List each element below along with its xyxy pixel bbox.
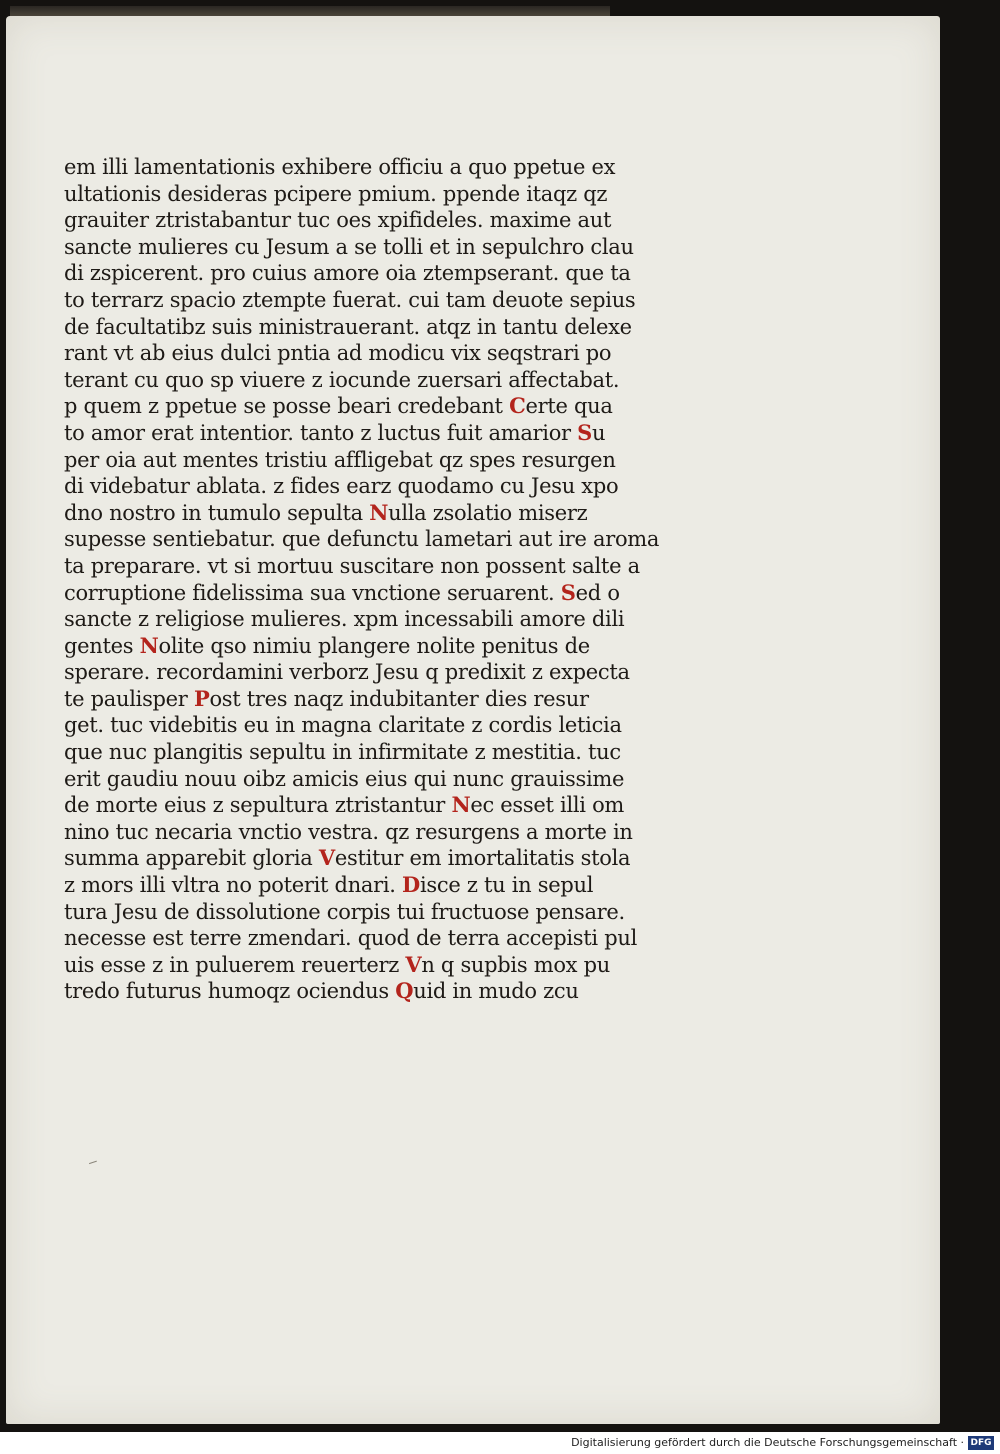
text-line (64, 500, 704, 527)
text-line (64, 925, 704, 952)
rubricated-initial: Q (395, 978, 414, 1004)
text-line (64, 633, 704, 660)
text-segment: terant cu quo sp viuere z iocunde zuersari affectabat. (64, 367, 620, 392)
text-segment: nino tuc necaria vnctio vestra. qz resurgens a morte in (64, 819, 633, 844)
text-line (64, 234, 704, 261)
text-segment: ultationis desideras pcipere pmium. ppende itaqz qz (64, 181, 608, 206)
text-segment: rant vt ab eius dulci pntia ad modicu vix seqstrari po (64, 341, 612, 366)
text-segment: uid in mudo zcu (413, 979, 579, 1004)
rubricated-initial: V (318, 845, 335, 871)
text-line (64, 473, 704, 500)
text-segment: p quem z ppetue se posse beari credebant (64, 394, 510, 419)
text-line (64, 659, 704, 686)
text-line (64, 260, 704, 287)
text-segment: tura Jesu de dissolutione corpis tui fructuose pensare. (64, 899, 625, 924)
rubricated-initial: P (193, 685, 210, 711)
text-segment: erte qua (525, 394, 613, 419)
text-segment: ed o (575, 580, 620, 605)
text-line (64, 154, 704, 181)
text-block (64, 154, 704, 1005)
text-line (64, 845, 704, 872)
text-segment: per oia aut mentes tristiu affligebat qz spes resurgen (64, 447, 616, 472)
rubricated-initial: N (139, 632, 159, 658)
text-segment: ta preparare. vt si mortuu suscitare non possent salte a (64, 553, 640, 578)
text-segment: uis esse z in puluerem reuerterz (64, 952, 406, 977)
text-line (64, 580, 704, 607)
text-line (64, 712, 704, 739)
text-line (64, 314, 704, 341)
text-line (64, 952, 704, 979)
text-segment: necesse est terre zmendari. quod de terra accepisti pul (64, 926, 637, 951)
text-segment: te paulisper (64, 686, 194, 711)
text-line (64, 819, 704, 846)
text-segment: de morte eius z sepultura ztristantur (64, 793, 452, 818)
text-line (64, 393, 704, 420)
text-line (64, 739, 704, 766)
text-line (64, 686, 704, 713)
text-segment: to terrarz spacio ztempte fuerat. cui tam deuote sepius (64, 287, 636, 312)
text-segment: dno nostro in tumulo sepulta (64, 500, 370, 525)
dfg-logo: DFG (968, 1436, 994, 1450)
text-segment: u (592, 420, 606, 445)
text-segment: supesse sentiebatur. que defunctu lametari aut ire aroma (64, 527, 660, 552)
text-segment: ulla zsolatio miserz (388, 500, 588, 525)
text-segment: sperare. recordamini verborz Jesu q predixit z expecta (64, 660, 630, 685)
text-line (64, 287, 704, 314)
text-line (64, 978, 704, 1005)
text-line (64, 367, 704, 394)
rubricated-initial: D (402, 872, 420, 898)
rubricated-initial: V (405, 951, 422, 977)
rubricated-initial: N (451, 792, 471, 818)
text-segment: get. tuc videbitis eu in magna claritate z cordis leticia (64, 713, 622, 738)
rubricated-initial: S (577, 419, 593, 445)
text-segment: to amor erat intentior. tanto z luctus fuit amarior (64, 420, 578, 445)
text-segment: di zspicerent. pro cuius amore oia ztempserant. que ta (64, 261, 631, 286)
text-segment: olite qso nimiu plangere nolite penitus de (158, 633, 590, 658)
text-segment: summa apparebit gloria (64, 846, 319, 871)
page-top-edge (10, 6, 610, 16)
footer-credit: Digitalisierung gefördert durch die Deutsche Forschungsgemeinschaft · (571, 1436, 964, 1449)
text-line (64, 792, 704, 819)
text-line (64, 420, 704, 447)
text-segment: gentes (64, 633, 140, 658)
text-line (64, 526, 704, 553)
text-segment: ost tres naqz indubitanter dies resur (209, 686, 589, 711)
text-segment: sancte z religiose mulieres. xpm incessabili amore dili (64, 607, 625, 632)
text-segment: sancte mulieres cu Jesum a se tolli et in sepulchro clau (64, 234, 634, 259)
text-segment: isce z tu in sepul (419, 873, 594, 898)
text-segment: que nuc plangitis sepultu in infirmitate z mestitia. tuc (64, 740, 621, 765)
text-line (64, 447, 704, 474)
text-segment: ec esset illi om (470, 793, 625, 818)
text-segment: n q supbis mox pu (421, 952, 610, 977)
text-line (64, 872, 704, 899)
text-line (64, 606, 704, 633)
text-segment: di videbatur ablata. z fides earz quodamo cu Jesu xpo (64, 474, 619, 499)
text-segment: erit gaudiu nouu oibz amicis eius qui nunc grauissime (64, 766, 625, 791)
rubricated-initial: S (560, 579, 576, 605)
rubricated-initial: N (369, 499, 389, 525)
text-segment: de facultatibz suis ministrauerant. atqz in tantu delexe (64, 314, 632, 339)
text-segment: z mors illi vltra no poterit dnari. (64, 873, 403, 898)
text-line (64, 340, 704, 367)
text-line (64, 899, 704, 926)
rubricated-initial: C (509, 393, 526, 419)
text-segment: grauiter ztristabantur tuc oes xpifideles. maxime aut (64, 208, 612, 233)
text-line (64, 181, 704, 208)
text-segment: tredo futurus humoqz ociendus (64, 979, 396, 1004)
text-line (64, 766, 704, 793)
footer-bar (0, 1432, 1000, 1454)
text-line (64, 553, 704, 580)
text-segment: em illi lamentationis exhibere officiu a quo ppetue ex (64, 155, 616, 179)
text-segment: estitur em imortalitatis stola (334, 846, 631, 871)
text-segment: corruptione fidelissima sua vnctione seruarent. (64, 580, 561, 605)
text-line (64, 207, 704, 234)
